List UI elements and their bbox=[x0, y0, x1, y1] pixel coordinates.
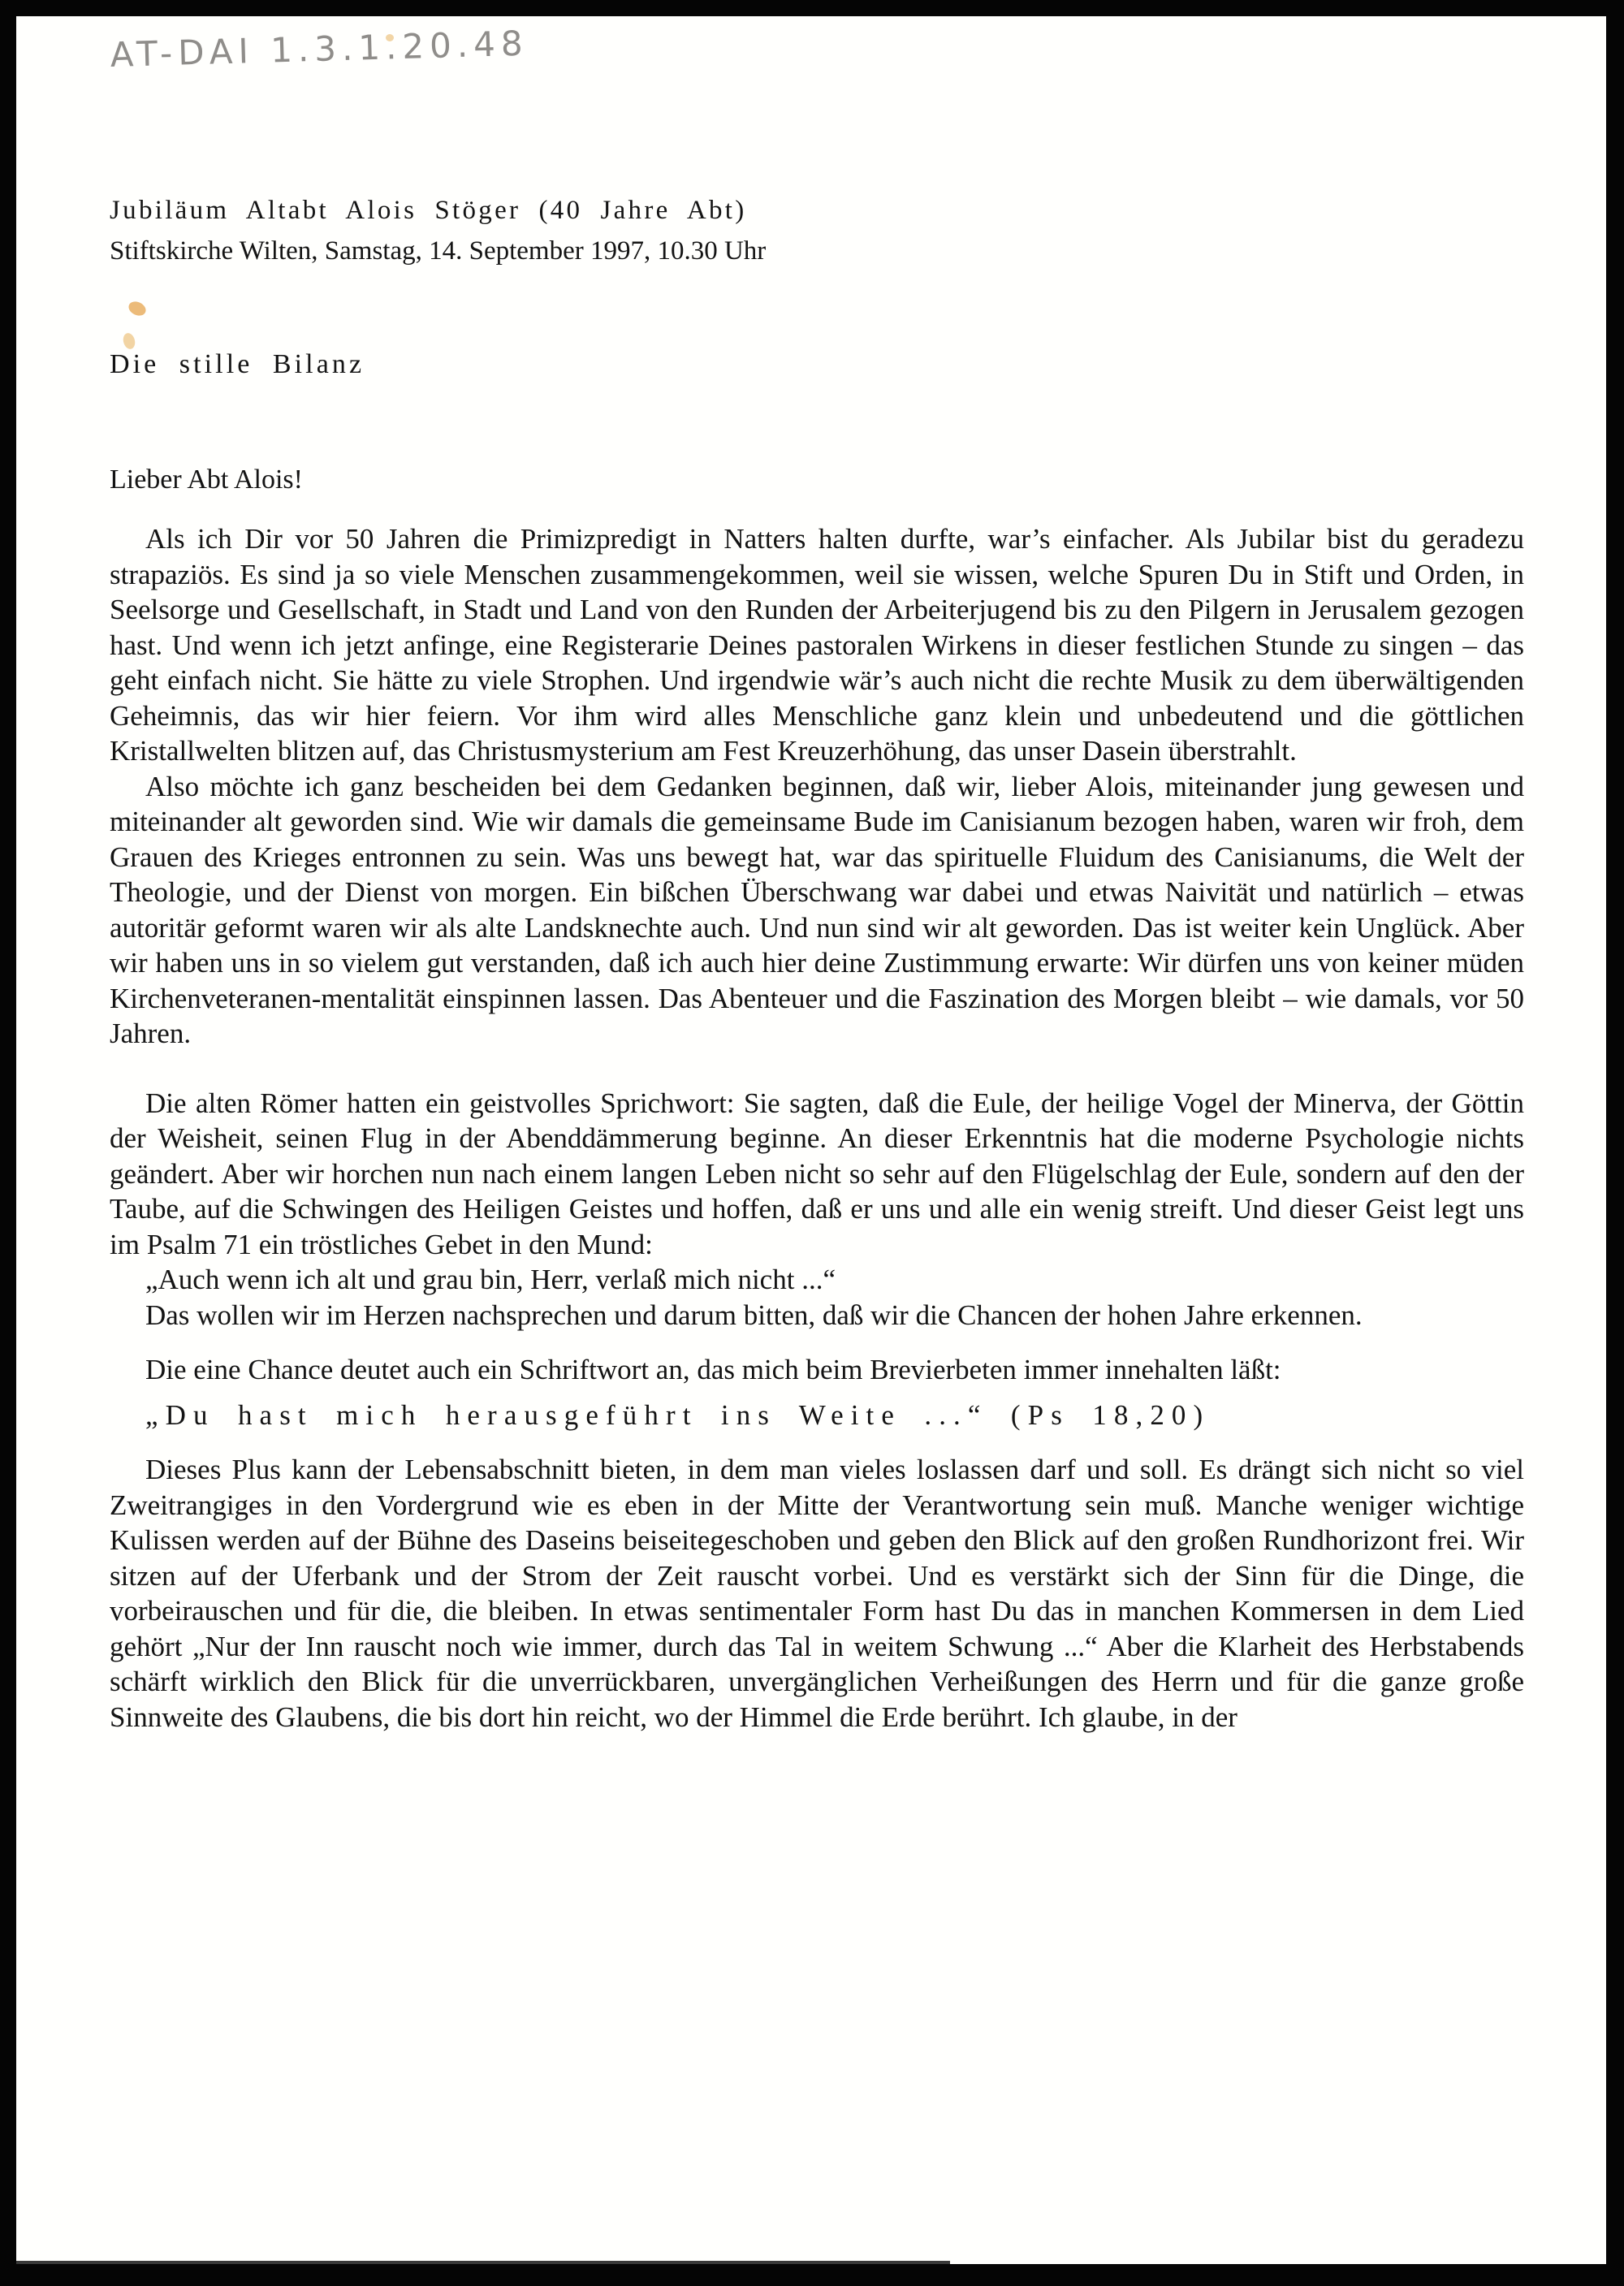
handwritten-archive-code: AT-DAI 1.3.1.20.48 bbox=[110, 23, 529, 75]
paragraph: Die eine Chance deutet auch ein Schriftwort an, das mich beim Brevierbeten immer innehalten läßt: bbox=[145, 1354, 1281, 1385]
header-event-line: Jubiläum Altabt Alois Stöger (40 Jahre Abt) bbox=[110, 196, 747, 225]
scan-edge-smear bbox=[16, 2261, 950, 2264]
paragraph: Dieses Plus kann der Lebensabschnitt bieten, in dem man vieles loslassen darf und soll. Es drängt sich nicht so viel Zweitrangiges in den Vordergrund wie es eben in der Mitte der Verantwortung sein muß. Manche weniger wichtige Kulissen werden auf der Bühne des Daseins beiseitegeschoben und geben den Blick auf den großen Rundhorizont frei. Wir sitzen auf der Uferbank und der Strom der Zeit rauscht vorbei. Und es verstärkt sich der Sinn für die Dinge, die vorbeirauschen und für die, die bleiben. In etwas sentimentaler Form hast Du das in manchen Kommersen in dem Lied gehört „Nur der Inn rauscht noch wie immer, durch das Tal in weitem Schwung ...“ Aber die Klarheit des Herbstabends schärft wirklich den Blick für die unverrückbaren, unvergänglichen Verheißungen des Herrn und für die ganze große Sinnweite des Glaubens, die bis dort hin reicht, wo der Himmel die Erde berührt. Ich glaube, in der bbox=[110, 1454, 1524, 1733]
header-location-line: Stiftskirche Wilten, Samstag, 14. September 1997, 10.30 Uhr bbox=[110, 236, 767, 266]
page-content bbox=[110, 16, 1524, 1735]
quote-line: „Auch wenn ich alt und grau bin, Herr, verlaß mich nicht ...“ bbox=[145, 1264, 836, 1295]
paragraph: Die alten Römer hatten ein geistvolles Sprichwort: Sie sagten, daß die Eule, der heilige Vogel der Minerva, der Göttin der Weisheit, seinen Flug in der Abenddämmerung beginne. An dieser Erkenntnis hat die moderne Psychologie nichts geändert. Aber wir horchen nun nach einem langen Leben nicht so sehr auf den Flügelschlag der Eule, sondern auf den der Taube, auf die Schwingen des Heiligen Geistes und hoffen, daß er uns und alle ein wenig streift. Und dieser Geist legt uns im Psalm 71 ein tröstliches Gebet in den Mund: bbox=[110, 1087, 1524, 1260]
document-page bbox=[16, 16, 1606, 2264]
document-body bbox=[110, 521, 1524, 1735]
paragraph: Das wollen wir im Herzen nachsprechen und darum bitten, daß wir die Chancen der hohen Jahre erkennen. bbox=[145, 1299, 1363, 1331]
paragraph: Also möchte ich ganz bescheiden bei dem Gedanken beginnen, daß wir, lieber Alois, miteinander jung gewesen und miteinander alt geworden sind. Wie wir damals die gemeinsame Bude im Canisianum bezogen haben, waren wir froh, dem Grauen des Krieges entronnen zu sein. Was uns bewegt hat, war das spirituelle Fluidum des Canisianums, die Welt der Theologie, und der Dienst von morgen. Ein bißchen Überschwang war dabei und etwas Naivität und natürlich – etwas autoritär geformt waren wir als alte Landsknechte auch. Und nun sind wir alt geworden. Das ist weiter kein Unglück. Aber wir haben uns in so vielem gut verstanden, daß ich auch hier deine Zustimmung erwarte: Wir dürfen uns von keiner müden Kirchenveteranen-mentalität einspinnen lassen. Das Abenteuer und die Faszination des Morgen bleibt – wie damals, vor 50 Jahren. bbox=[110, 770, 1524, 1049]
salutation: Lieber Abt Alois! bbox=[110, 465, 303, 495]
page-title: Die stille Bilanz bbox=[110, 349, 365, 379]
document-header bbox=[110, 190, 1524, 271]
paragraph: Als ich Dir vor 50 Jahren die Primizpredigt in Natters halten durfte, war’s einfacher. Als Jubilar bist du geradezu strapaziös. Es sind ja so viele Menschen zusammengekommen, weil sie wissen, welche Spuren Du in Stift und Orden, in Seelsorge und Gesellschaft, in Stadt und Land von den Runden der Arbeiterjugend bis zu den Pilgern in Jerusalem gezogen hast. Und wenn ich jetzt anfinge, eine Registerarie Deines pastoralen Wirkens in dieser festlichen Stunde zu singen – das geht einfach nicht. Sie hätte zu viele Strophen. Und irgendwie wär’s auch nicht die rechte Musik zu dem überwältigenden Geheimnis, das wir hier feiern. Vor ihm wird alles Menschliche ganz klein und unbedeutend und die göttlichen Kristallwelten blitzen auf, das Christusmysterium am Fest Kreuzerhöhung, das unser Dasein überstrahlt. bbox=[110, 523, 1524, 767]
scripture-quote-line: „Du hast mich herausgeführt ins Weite ...“ (Ps 18,20) bbox=[145, 1398, 1211, 1431]
